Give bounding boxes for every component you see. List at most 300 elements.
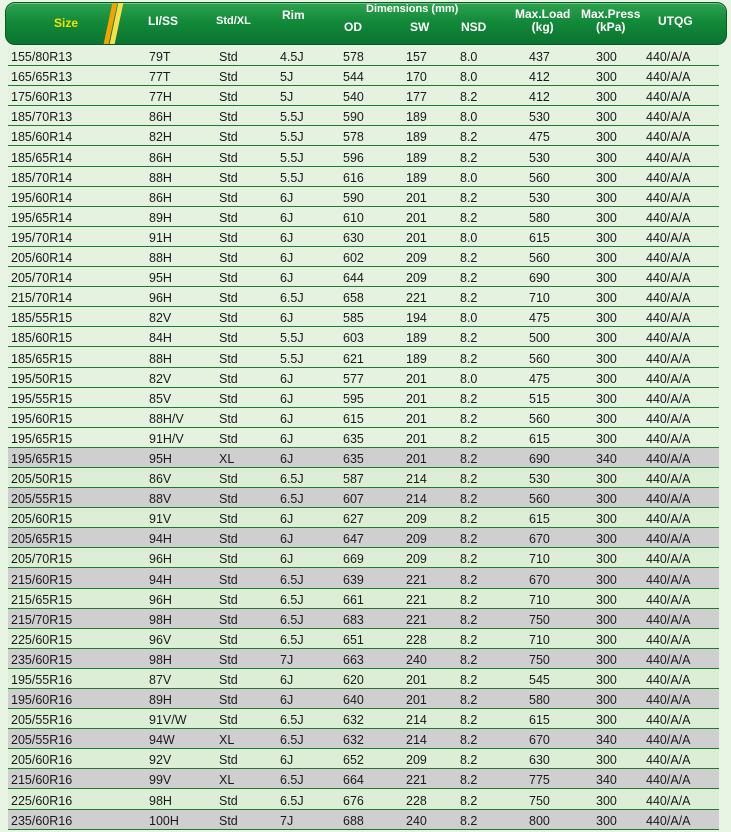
cell-utqg: 440/A/A bbox=[646, 371, 691, 386]
cell-max-load: 530 bbox=[529, 190, 550, 205]
cell-size: 195/65R15 bbox=[11, 431, 73, 446]
cell-max-load: 475 bbox=[529, 371, 550, 386]
table-row bbox=[8, 408, 719, 428]
cell-rim: 6J bbox=[280, 371, 294, 386]
cell-rim: 6J bbox=[280, 532, 294, 547]
cell-utqg: 440/A/A bbox=[646, 592, 691, 607]
cell-rim: 6J bbox=[280, 673, 294, 687]
table-row bbox=[8, 388, 719, 408]
cell-rim: 6J bbox=[280, 190, 294, 205]
cell-size: 205/60R14 bbox=[11, 251, 73, 266]
cell-utqg: 440/A/A bbox=[646, 492, 691, 507]
cell-nsd: 8.0 bbox=[460, 110, 478, 125]
tire-spec-table bbox=[8, 46, 719, 830]
cell-size: 215/60R16 bbox=[11, 773, 73, 788]
cell-max-press: 300 bbox=[596, 753, 617, 768]
cell-od: 632 bbox=[343, 713, 364, 728]
cell-max-press: 340 bbox=[596, 451, 617, 466]
cell-max-press: 300 bbox=[596, 552, 617, 567]
table-row bbox=[8, 548, 719, 568]
cell-rim: 6.5J bbox=[280, 793, 304, 808]
cell-rim: 5.5J bbox=[280, 150, 304, 165]
table-row bbox=[8, 769, 719, 789]
table-row bbox=[8, 267, 719, 287]
table-row bbox=[8, 508, 719, 528]
cell-max-press: 300 bbox=[596, 813, 617, 828]
cell-utqg: 440/A/A bbox=[646, 673, 691, 687]
cell-od: 658 bbox=[343, 291, 364, 306]
cell-sw: 201 bbox=[406, 693, 427, 708]
cell-sw: 221 bbox=[406, 612, 427, 627]
cell-sw: 240 bbox=[406, 813, 427, 828]
header-nsd: NSD bbox=[461, 20, 487, 34]
cell-max-press: 300 bbox=[596, 311, 617, 326]
cell-rim: 6J bbox=[280, 451, 294, 466]
table-row bbox=[8, 629, 719, 649]
cell-li-ss: 96H bbox=[149, 592, 172, 607]
cell-max-load: 412 bbox=[529, 90, 550, 105]
cell-od: 688 bbox=[343, 813, 364, 828]
table-row bbox=[8, 66, 719, 86]
cell-od: 590 bbox=[343, 190, 364, 205]
table-row bbox=[8, 227, 719, 247]
table-row bbox=[8, 669, 719, 689]
cell-li-ss: 77T bbox=[149, 70, 171, 85]
cell-nsd: 8.2 bbox=[460, 451, 478, 466]
cell-std-xl: Std bbox=[219, 693, 238, 708]
cell-max-load: 710 bbox=[529, 632, 550, 647]
cell-nsd: 8.2 bbox=[460, 472, 478, 487]
cell-od: 595 bbox=[343, 391, 364, 406]
table-header bbox=[5, 2, 727, 45]
cell-od: 639 bbox=[343, 572, 364, 587]
cell-utqg: 440/A/A bbox=[646, 793, 691, 808]
cell-rim: 6.5J bbox=[280, 572, 304, 587]
cell-rim: 4.5J bbox=[280, 50, 304, 65]
cell-std-xl: Std bbox=[219, 331, 238, 346]
cell-li-ss: 82H bbox=[149, 130, 172, 145]
cell-max-press: 340 bbox=[596, 773, 617, 788]
cell-max-press: 300 bbox=[596, 492, 617, 507]
table-row bbox=[8, 187, 719, 207]
cell-li-ss: 94W bbox=[149, 733, 175, 748]
cell-nsd: 8.2 bbox=[460, 351, 478, 366]
cell-li-ss: 82V bbox=[149, 311, 172, 326]
table-row bbox=[8, 749, 719, 769]
cell-utqg: 440/A/A bbox=[646, 230, 691, 245]
cell-size: 185/65R14 bbox=[11, 150, 73, 165]
table-row bbox=[8, 327, 719, 347]
cell-nsd: 8.0 bbox=[460, 170, 478, 185]
cell-nsd: 8.2 bbox=[460, 492, 478, 507]
cell-max-load: 560 bbox=[529, 251, 550, 266]
cell-li-ss: 89H bbox=[149, 693, 172, 708]
cell-rim: 6J bbox=[280, 230, 294, 245]
cell-li-ss: 86H bbox=[149, 150, 172, 165]
cell-max-load: 560 bbox=[529, 492, 550, 507]
cell-size: 205/55R16 bbox=[11, 713, 73, 728]
cell-rim: 5.5J bbox=[280, 331, 304, 346]
cell-max-load: 750 bbox=[529, 612, 550, 627]
cell-std-xl: Std bbox=[219, 230, 238, 245]
cell-utqg: 440/A/A bbox=[646, 50, 691, 65]
cell-max-press: 300 bbox=[596, 371, 617, 386]
cell-max-press: 300 bbox=[596, 612, 617, 627]
cell-li-ss: 100H bbox=[149, 813, 179, 828]
cell-utqg: 440/A/A bbox=[646, 532, 691, 547]
cell-rim: 6.5J bbox=[280, 492, 304, 507]
cell-size: 205/70R14 bbox=[11, 271, 73, 286]
cell-nsd: 8.2 bbox=[460, 391, 478, 406]
cell-utqg: 440/A/A bbox=[646, 451, 691, 466]
cell-std-xl: Std bbox=[219, 311, 238, 326]
cell-utqg: 440/A/A bbox=[646, 391, 691, 406]
header-max-load bbox=[515, 8, 570, 34]
cell-max-load: 690 bbox=[529, 451, 550, 466]
cell-nsd: 8.2 bbox=[460, 331, 478, 346]
cell-max-load: 750 bbox=[529, 793, 550, 808]
cell-max-load: 475 bbox=[529, 311, 550, 326]
cell-utqg: 440/A/A bbox=[646, 733, 691, 748]
cell-sw: 209 bbox=[406, 251, 427, 266]
cell-li-ss: 79T bbox=[149, 50, 171, 65]
cell-utqg: 440/A/A bbox=[646, 130, 691, 145]
cell-od: 616 bbox=[343, 170, 364, 185]
cell-size: 195/60R15 bbox=[11, 411, 73, 426]
cell-utqg: 440/A/A bbox=[646, 431, 691, 446]
cell-std-xl: Std bbox=[219, 150, 238, 165]
cell-sw: 214 bbox=[406, 472, 427, 487]
cell-od: 610 bbox=[343, 210, 364, 225]
cell-max-load: 560 bbox=[529, 411, 550, 426]
cell-sw: 201 bbox=[406, 190, 427, 205]
cell-li-ss: 96V bbox=[149, 632, 172, 647]
header-size: Size bbox=[54, 16, 79, 30]
cell-sw: 228 bbox=[406, 793, 427, 808]
cell-li-ss: 98H bbox=[149, 652, 172, 667]
cell-size: 195/55R15 bbox=[11, 391, 73, 406]
cell-sw: 201 bbox=[406, 371, 427, 386]
cell-od: 669 bbox=[343, 552, 364, 567]
cell-od: 683 bbox=[343, 612, 364, 627]
cell-sw: 157 bbox=[406, 50, 427, 65]
header-li-ss: LI/SS bbox=[148, 14, 179, 28]
cell-nsd: 8.0 bbox=[460, 230, 478, 245]
cell-utqg: 440/A/A bbox=[646, 170, 691, 185]
table-row bbox=[8, 126, 719, 146]
cell-utqg: 440/A/A bbox=[646, 632, 691, 647]
cell-nsd: 8.2 bbox=[460, 793, 478, 808]
table-row bbox=[8, 689, 719, 709]
cell-max-press: 300 bbox=[596, 411, 617, 426]
cell-od: 620 bbox=[343, 673, 364, 687]
cell-size: 185/55R15 bbox=[11, 311, 73, 326]
cell-sw: 228 bbox=[406, 632, 427, 647]
cell-utqg: 440/A/A bbox=[646, 311, 691, 326]
cell-sw: 221 bbox=[406, 592, 427, 607]
cell-utqg: 440/A/A bbox=[646, 612, 691, 627]
cell-size: 185/60R14 bbox=[11, 130, 73, 145]
cell-max-press: 300 bbox=[596, 230, 617, 245]
cell-utqg: 440/A/A bbox=[646, 572, 691, 587]
cell-sw: 201 bbox=[406, 210, 427, 225]
cell-max-press: 300 bbox=[596, 351, 617, 366]
cell-max-load: 615 bbox=[529, 431, 550, 446]
cell-max-press: 300 bbox=[596, 50, 617, 65]
cell-std-xl: Std bbox=[219, 612, 238, 627]
cell-nsd: 8.2 bbox=[460, 813, 478, 828]
cell-sw: 177 bbox=[406, 90, 427, 105]
cell-std-xl: Std bbox=[219, 673, 238, 687]
cell-max-press: 300 bbox=[596, 512, 617, 527]
cell-max-load: 615 bbox=[529, 512, 550, 527]
cell-max-load: 545 bbox=[529, 673, 550, 687]
cell-max-load: 670 bbox=[529, 532, 550, 547]
cell-nsd: 8.0 bbox=[460, 311, 478, 326]
cell-std-xl: Std bbox=[219, 70, 238, 85]
cell-od: 544 bbox=[343, 70, 364, 85]
header-dimensions: Dimensions (mm) bbox=[366, 3, 459, 15]
cell-sw: 201 bbox=[406, 451, 427, 466]
cell-std-xl: Std bbox=[219, 411, 238, 426]
cell-size: 215/65R15 bbox=[11, 592, 73, 607]
cell-max-press: 300 bbox=[596, 632, 617, 647]
table-row bbox=[8, 428, 719, 448]
cell-max-press: 300 bbox=[596, 291, 617, 306]
table-row bbox=[8, 207, 719, 227]
cell-nsd: 8.2 bbox=[460, 632, 478, 647]
header-rim: Rim bbox=[282, 8, 305, 22]
cell-li-ss: 88H/V bbox=[149, 411, 184, 426]
cell-li-ss: 88H bbox=[149, 251, 172, 266]
cell-rim: 5.5J bbox=[280, 170, 304, 185]
cell-rim: 6.5J bbox=[280, 592, 304, 607]
header-std-xl: Std/XL bbox=[216, 15, 251, 27]
cell-size: 215/70R14 bbox=[11, 291, 73, 306]
table-row bbox=[8, 167, 719, 187]
cell-od: 603 bbox=[343, 331, 364, 346]
cell-utqg: 440/A/A bbox=[646, 411, 691, 426]
cell-rim: 6J bbox=[280, 210, 294, 225]
table-row bbox=[8, 448, 719, 468]
cell-max-press: 300 bbox=[596, 693, 617, 708]
cell-li-ss: 86V bbox=[149, 472, 172, 487]
cell-max-press: 300 bbox=[596, 110, 617, 125]
cell-sw: 189 bbox=[406, 331, 427, 346]
cell-max-press: 300 bbox=[596, 90, 617, 105]
cell-size: 195/60R14 bbox=[11, 190, 73, 205]
cell-size: 205/50R15 bbox=[11, 472, 73, 487]
header-max-press-line2: (kPa) bbox=[596, 20, 626, 34]
cell-std-xl: Std bbox=[219, 391, 238, 406]
cell-size: 185/65R15 bbox=[11, 351, 73, 366]
cell-max-press: 300 bbox=[596, 673, 617, 687]
cell-max-press: 300 bbox=[596, 472, 617, 487]
cell-max-load: 710 bbox=[529, 592, 550, 607]
cell-max-load: 670 bbox=[529, 733, 550, 748]
cell-size: 215/70R15 bbox=[11, 612, 73, 627]
table-row bbox=[8, 729, 719, 749]
cell-nsd: 8.2 bbox=[460, 673, 478, 687]
cell-li-ss: 95H bbox=[149, 451, 172, 466]
cell-sw: 209 bbox=[406, 532, 427, 547]
cell-rim: 6.5J bbox=[280, 612, 304, 627]
cell-od: 635 bbox=[343, 431, 364, 446]
cell-utqg: 440/A/A bbox=[646, 331, 691, 346]
cell-li-ss: 96H bbox=[149, 291, 172, 306]
cell-max-press: 300 bbox=[596, 210, 617, 225]
cell-max-load: 412 bbox=[529, 70, 550, 85]
cell-max-load: 615 bbox=[529, 230, 550, 245]
cell-rim: 6J bbox=[280, 251, 294, 266]
cell-nsd: 8.2 bbox=[460, 753, 478, 768]
cell-size: 185/70R14 bbox=[11, 170, 73, 185]
cell-utqg: 440/A/A bbox=[646, 753, 691, 768]
cell-size: 195/55R16 bbox=[11, 673, 73, 687]
cell-std-xl: Std bbox=[219, 813, 238, 828]
cell-nsd: 8.2 bbox=[460, 251, 478, 266]
cell-od: 676 bbox=[343, 793, 364, 808]
table-row bbox=[8, 86, 719, 106]
table-row bbox=[8, 709, 719, 729]
cell-rim: 5.5J bbox=[280, 351, 304, 366]
cell-std-xl: Std bbox=[219, 572, 238, 587]
cell-size: 225/60R16 bbox=[11, 793, 73, 808]
header-max-load-line2: (kg) bbox=[531, 20, 554, 34]
cell-sw: 201 bbox=[406, 431, 427, 446]
header-sw: SW bbox=[410, 20, 430, 34]
cell-li-ss: 86H bbox=[149, 110, 172, 125]
cell-utqg: 440/A/A bbox=[646, 190, 691, 205]
cell-std-xl: XL bbox=[219, 773, 235, 788]
cell-rim: 6.5J bbox=[280, 713, 304, 728]
cell-std-xl: Std bbox=[219, 291, 238, 306]
cell-max-press: 300 bbox=[596, 793, 617, 808]
cell-od: 540 bbox=[343, 90, 364, 105]
cell-sw: 209 bbox=[406, 512, 427, 527]
table-row bbox=[8, 810, 719, 830]
cell-max-load: 475 bbox=[529, 130, 550, 145]
cell-nsd: 8.2 bbox=[460, 713, 478, 728]
cell-nsd: 8.2 bbox=[460, 512, 478, 527]
cell-nsd: 8.2 bbox=[460, 773, 478, 788]
cell-rim: 5.5J bbox=[280, 130, 304, 145]
cell-sw: 209 bbox=[406, 753, 427, 768]
cell-max-load: 690 bbox=[529, 271, 550, 286]
header-od: OD bbox=[344, 20, 362, 34]
cell-nsd: 8.0 bbox=[460, 371, 478, 386]
cell-li-ss: 98H bbox=[149, 793, 172, 808]
cell-utqg: 440/A/A bbox=[646, 210, 691, 225]
cell-od: 652 bbox=[343, 753, 364, 768]
cell-max-load: 710 bbox=[529, 552, 550, 567]
cell-max-load: 800 bbox=[529, 813, 550, 828]
cell-li-ss: 91V bbox=[149, 512, 172, 527]
cell-size: 155/80R13 bbox=[11, 50, 73, 65]
cell-std-xl: Std bbox=[219, 50, 238, 65]
cell-li-ss: 99V bbox=[149, 773, 172, 788]
cell-max-press: 300 bbox=[596, 331, 617, 346]
cell-max-press: 300 bbox=[596, 251, 617, 266]
cell-od: 632 bbox=[343, 733, 364, 748]
cell-nsd: 8.2 bbox=[460, 291, 478, 306]
cell-utqg: 440/A/A bbox=[646, 291, 691, 306]
header-max-press-line1: Max.Press bbox=[581, 7, 641, 21]
cell-sw: 189 bbox=[406, 351, 427, 366]
cell-sw: 209 bbox=[406, 552, 427, 567]
cell-utqg: 440/A/A bbox=[646, 773, 691, 788]
cell-sw: 170 bbox=[406, 70, 427, 85]
cell-rim: 5J bbox=[280, 70, 294, 85]
cell-od: 627 bbox=[343, 512, 364, 527]
cell-od: 651 bbox=[343, 632, 364, 647]
cell-sw: 189 bbox=[406, 170, 427, 185]
cell-li-ss: 89H bbox=[149, 210, 172, 225]
cell-rim: 7J bbox=[280, 652, 294, 667]
cell-max-press: 300 bbox=[596, 70, 617, 85]
table-row bbox=[8, 146, 719, 166]
cell-li-ss: 95H bbox=[149, 271, 172, 286]
cell-sw: 214 bbox=[406, 492, 427, 507]
table-row bbox=[8, 247, 719, 267]
cell-std-xl: Std bbox=[219, 351, 238, 366]
cell-max-press: 340 bbox=[596, 733, 617, 748]
cell-li-ss: 94H bbox=[149, 532, 172, 547]
cell-li-ss: 92V bbox=[149, 753, 172, 768]
cell-od: 578 bbox=[343, 130, 364, 145]
cell-li-ss: 86H bbox=[149, 190, 172, 205]
cell-nsd: 8.2 bbox=[460, 150, 478, 165]
cell-sw: 201 bbox=[406, 391, 427, 406]
cell-nsd: 8.2 bbox=[460, 592, 478, 607]
cell-std-xl: Std bbox=[219, 110, 238, 125]
cell-std-xl: Std bbox=[219, 632, 238, 647]
cell-rim: 6J bbox=[280, 411, 294, 426]
cell-rim: 6.5J bbox=[280, 472, 304, 487]
cell-rim: 6J bbox=[280, 431, 294, 446]
cell-li-ss: 91H/V bbox=[149, 431, 184, 446]
cell-max-load: 775 bbox=[529, 773, 550, 788]
table-row bbox=[8, 528, 719, 548]
cell-od: 585 bbox=[343, 311, 364, 326]
table-row bbox=[8, 106, 719, 126]
cell-size: 205/55R16 bbox=[11, 733, 73, 748]
cell-sw: 214 bbox=[406, 713, 427, 728]
cell-max-press: 300 bbox=[596, 532, 617, 547]
cell-sw: 221 bbox=[406, 773, 427, 788]
cell-sw: 189 bbox=[406, 110, 427, 125]
cell-od: 587 bbox=[343, 472, 364, 487]
cell-max-load: 515 bbox=[529, 391, 550, 406]
cell-rim: 7J bbox=[280, 813, 294, 828]
cell-size: 215/60R15 bbox=[11, 572, 73, 587]
cell-li-ss: 91V/W bbox=[149, 713, 187, 728]
cell-li-ss: 88H bbox=[149, 170, 172, 185]
cell-sw: 189 bbox=[406, 130, 427, 145]
cell-li-ss: 88H bbox=[149, 351, 172, 366]
cell-rim: 5.5J bbox=[280, 110, 304, 125]
cell-std-xl: Std bbox=[219, 431, 238, 446]
cell-nsd: 8.2 bbox=[460, 431, 478, 446]
cell-od: 640 bbox=[343, 693, 364, 708]
cell-rim: 6J bbox=[280, 271, 294, 286]
cell-max-load: 530 bbox=[529, 472, 550, 487]
cell-size: 185/70R13 bbox=[11, 110, 73, 125]
cell-nsd: 8.2 bbox=[460, 652, 478, 667]
cell-od: 661 bbox=[343, 592, 364, 607]
cell-li-ss: 87V bbox=[149, 673, 172, 687]
cell-nsd: 8.2 bbox=[460, 532, 478, 547]
